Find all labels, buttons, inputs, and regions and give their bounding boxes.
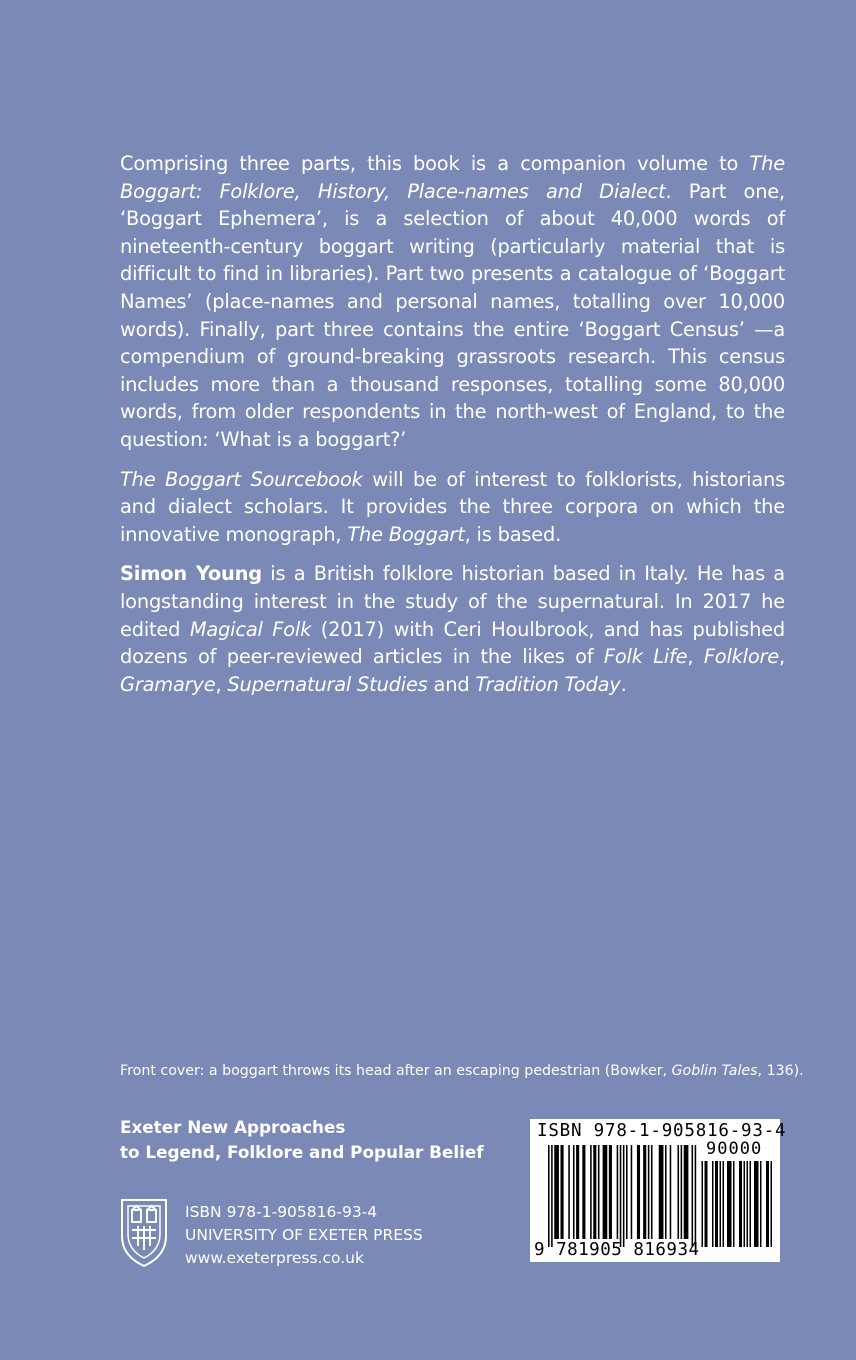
barcode-bar (750, 1161, 752, 1247)
barcode-bar (598, 1145, 600, 1239)
blurb-text: (2017) with Ceri Houlbrook, and has published dozens of peer-reviewed articles in the likes of (120, 617, 786, 669)
barcode-bar (631, 1145, 633, 1239)
journal-title: Tradition Today (475, 672, 621, 696)
publisher-isbn: ISBN 978-1-905816-93-4 (185, 1203, 378, 1221)
barcode-bar (626, 1145, 628, 1239)
barcode-bar (568, 1145, 570, 1239)
barcode-guard-bar (623, 1145, 625, 1247)
publisher-url: www.exeterpress.co.uk (185, 1249, 364, 1267)
barcode-bar (617, 1145, 619, 1239)
back-cover-blurb (120, 150, 785, 710)
blurb-text: and (427, 672, 476, 696)
barcode-bar (739, 1161, 742, 1247)
caption-text: , 136). (757, 1063, 804, 1079)
author-name: Simon Young (120, 562, 262, 586)
barcode-bar (582, 1145, 585, 1239)
exeter-press-logo-icon (118, 1196, 170, 1268)
barcode-bar (651, 1145, 653, 1239)
journal-title: Folklore (703, 645, 780, 669)
barcode-bar (603, 1145, 608, 1239)
barcode-bar (747, 1161, 749, 1247)
barcode-bar (684, 1145, 689, 1239)
caption-text: Front cover: a boggart throws its head after an escaping pedestrian (Bowker, (120, 1063, 672, 1079)
barcode-bar (715, 1161, 718, 1247)
barcode-bar (648, 1145, 650, 1239)
barcode-bar (643, 1145, 646, 1239)
blurb-text: , (687, 645, 704, 669)
barcode-isbn-label: ISBN 978-1-905816-93-4 (537, 1121, 787, 1141)
barcode-bar (754, 1161, 759, 1247)
barcode-bar (702, 1161, 704, 1247)
barcode-guard-bar (620, 1145, 622, 1247)
blurb-text: . (620, 672, 627, 696)
blurb-text: , (215, 672, 228, 696)
journal-title: Supernatural Studies (227, 672, 428, 696)
barcode-bar (705, 1161, 708, 1247)
barcode-bar (744, 1161, 746, 1247)
barcode-bar (766, 1161, 769, 1247)
barcode-bar (593, 1145, 596, 1239)
barcode-bar (670, 1145, 672, 1239)
publisher-name: UNIVERSITY OF EXETER PRESS (185, 1226, 423, 1244)
barcode-bar (712, 1161, 714, 1247)
cover-caption (120, 1061, 804, 1081)
blurb-text: , is based. (464, 522, 562, 546)
journal-title: Gramarye (120, 672, 216, 696)
author-bio (120, 560, 785, 698)
book-title-reference: The Boggart: Folklore, History, Place-names and Dialect (120, 152, 785, 203)
book-title-reference: The Boggart Sourcebook (120, 467, 363, 491)
barcode-bar (573, 1145, 575, 1239)
barcode-bar (733, 1161, 735, 1247)
barcode-bar (720, 1161, 722, 1247)
barcode-bar (727, 1161, 732, 1247)
blurb-paragraph-interest (120, 466, 785, 549)
barcode-bar (771, 1161, 773, 1247)
barcode-bar (677, 1145, 679, 1239)
barcode-bar (681, 1145, 683, 1239)
blurb-text: Comprising three parts, this book is a companion volume to (120, 152, 750, 175)
barcode-bar (554, 1145, 559, 1239)
barcode-bar (659, 1145, 664, 1239)
blurb-text: will be of interest to folklorists, historians and dialect scholars. It provides the three corpora on which the innovative monograph, (120, 467, 785, 546)
barcode-bar (637, 1145, 640, 1239)
barcode-guard-bar (695, 1145, 697, 1247)
series-title (120, 1115, 484, 1165)
barcode-bar (723, 1161, 725, 1247)
blurb-text: is a British folklore historian based in Italy. He has a longstanding interest in the study of the supernatural. In 2017 he edited (120, 562, 785, 641)
barcode-bar (760, 1161, 762, 1247)
book-title-reference: Magical Folk (189, 617, 312, 641)
barcode-bar (576, 1145, 579, 1239)
book-title-reference: The Boggart (347, 522, 465, 546)
barcode-guard-bar (692, 1145, 694, 1247)
barcode-bar (590, 1145, 592, 1239)
series-title-line-2: to Legend, Folklore and Popular Belief (120, 1142, 484, 1162)
barcode-guard-bar (548, 1145, 550, 1247)
blurb-text: , (779, 645, 785, 669)
series-title-line-1: Exeter New Approaches (120, 1117, 346, 1137)
caption-source-title: Goblin Tales (671, 1063, 758, 1079)
barcode-addon-digits: 90000 (706, 1139, 763, 1159)
barcode-guard-bar (551, 1145, 553, 1247)
barcode-bar (609, 1145, 612, 1239)
barcode-bar (560, 1145, 563, 1239)
blurb-paragraph-contents (120, 150, 785, 454)
journal-title: Folk Life (603, 645, 688, 669)
barcode-bar (665, 1145, 667, 1239)
blurb-text: . Part one, ‘Boggart Ephemera’, is a selection of about 40,000 words of nineteenth-century boggart writing (particularly material that is difficult to find in libraries). Part two presents a catalogue of ‘Boggart Names’ (place-names and personal names, totalling over 10,000 words). Finally, part three contains the entire ‘Boggart Census’ —a compendium of ground-breaking grassroots research. This census includes more than a thousand responses, totalling some 80,000 words, from older respondents in the north-west of England, to the question: ‘What is a boggart?’ (120, 179, 785, 451)
isbn-barcode (530, 1119, 787, 1262)
publisher-info (185, 1201, 423, 1270)
barcode-ean-digits: 9 781905 816934 (534, 1240, 700, 1260)
